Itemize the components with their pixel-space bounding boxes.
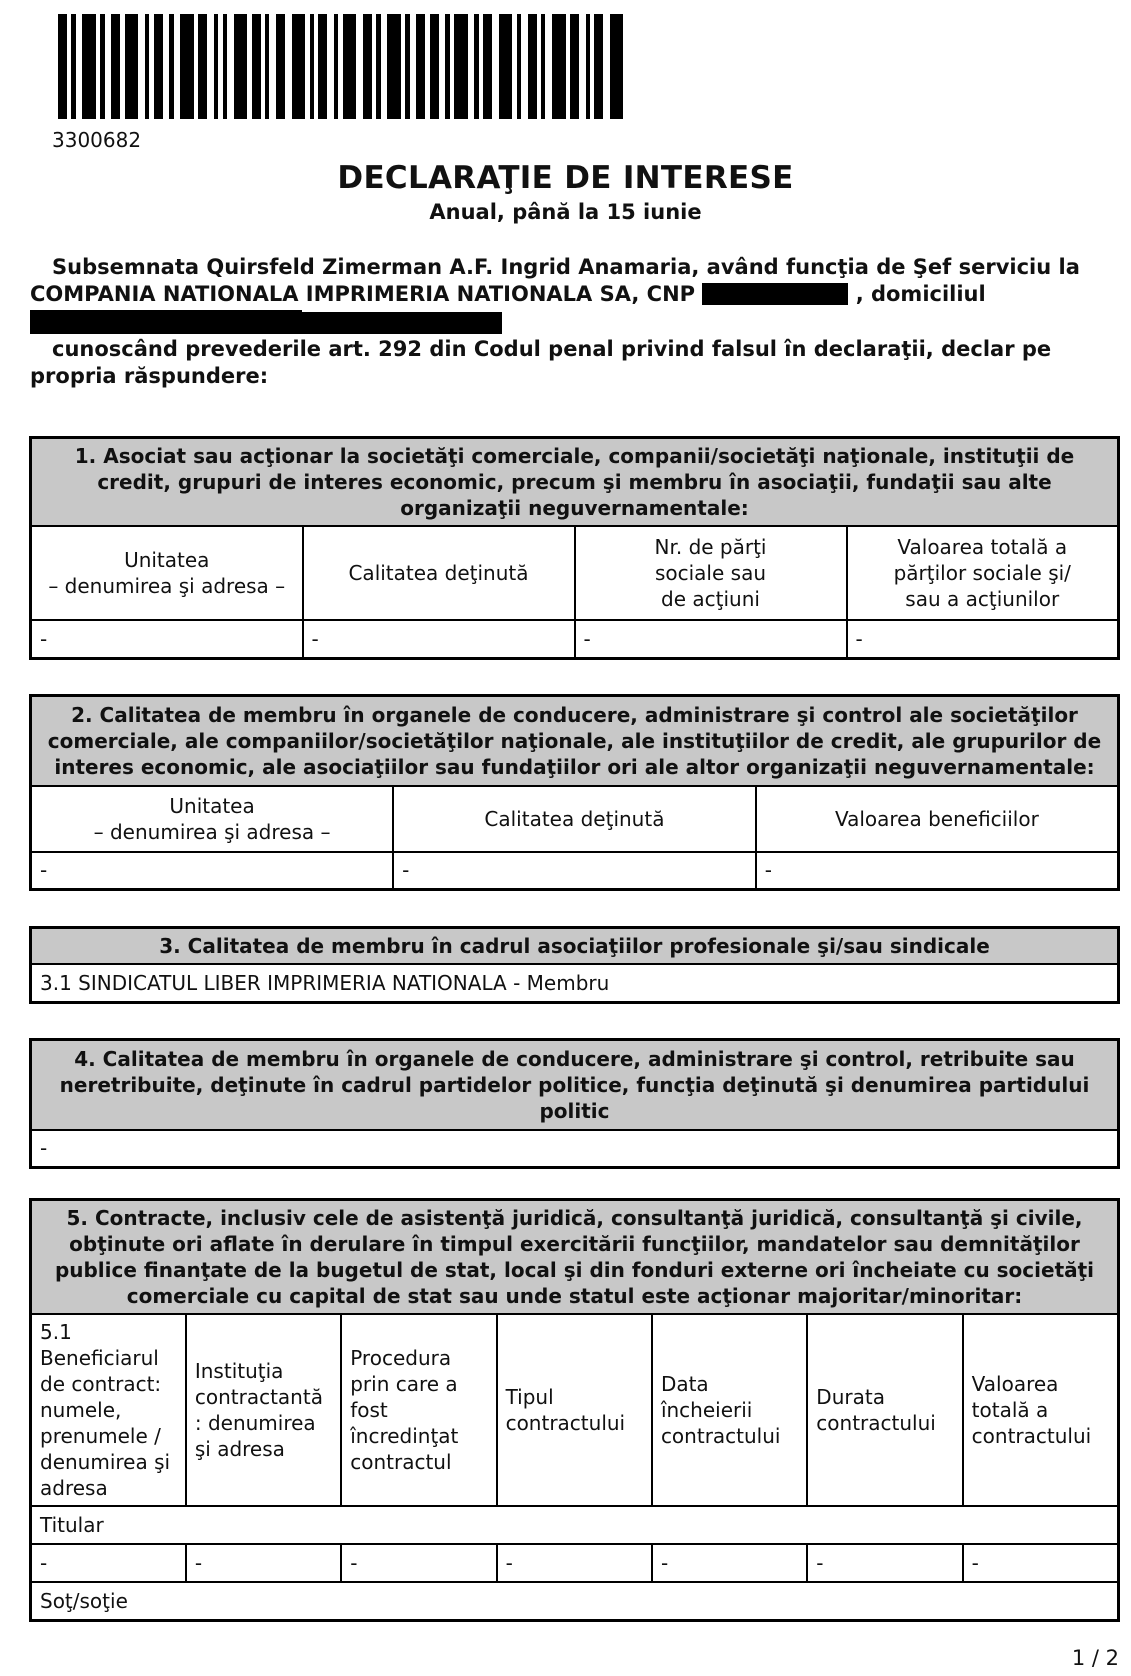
section-1-col-value: Valoarea totală a părţilor sociale şi/ sau a acţiunilor [847,526,1119,620]
barcode-bar [430,14,439,119]
section-2-col-quality: Calitatea deţinută [393,786,756,852]
section-5-cell: - [31,1544,186,1582]
barcode-bar [492,14,499,119]
barcode-bar [363,14,372,119]
barcode-bar [252,14,261,119]
barcode-bar [207,14,214,119]
redacted-cnp [702,283,848,305]
section-5-col-value: Valoarea totală a contractului [963,1314,1119,1506]
barcode-bar [594,14,603,119]
page-number: 1 / 2 [1071,1646,1119,1670]
barcode-bar [154,14,163,119]
barcode-bar [579,14,586,119]
section-5-col-duration: Durata contractului [807,1314,962,1506]
barcode-bar [356,14,363,119]
barcode-bar [276,14,285,119]
section-1-heading: 1. Asociat sau acţionar la societăţi comerciale, companii/societăţi naţionale, instituţii de credit, grupuri de interes economic, precum şi membru în asociaţii, fundaţii sau alte organizaţii neguvernamentale: [31,438,1119,527]
section-2-table [29,694,1120,891]
section-5-col-date: Data încheierii contractului [652,1314,807,1506]
barcode-bar [483,14,492,119]
barcode-bar [163,14,170,119]
section-5-col-type: Tipul contractului [497,1314,652,1506]
barcode-bar [285,14,292,119]
section-2-heading: 2. Calitatea de membru în organele de conducere, administrare şi control ale societăţilor comerciale, ale companiilor/societăţilor naţionale, ale instituţiilor de credit, ale grupurilor de interes economic, ale asociaţiilor sau fundaţiilor ori ale altor organizaţii neguvernamentale: [31,696,1119,786]
section-5-cell: - [497,1544,652,1582]
document-subtitle: Anual, până la 15 iunie [429,200,702,224]
barcode-bar [180,14,193,119]
barcode-bar [416,14,425,119]
barcode-bar [381,14,388,119]
barcode-bar [528,14,537,119]
section-1-cell: - [575,620,847,658]
barcode-bar [111,14,120,119]
section-1-table [29,436,1120,660]
section-4-table [29,1038,1120,1169]
section-3-heading: 3. Calitatea de membru în cadrul asociaţiilor profesionale şi/sau sindicale [31,928,1119,965]
barcode-bar [292,14,305,119]
section-5-cell: - [186,1544,341,1582]
section-1-col-shares: Nr. de părţi sociale sau de acţiuni [575,526,847,620]
barcode-bar [125,14,138,119]
section-1-cell: - [847,620,1119,658]
barcode-bar [327,14,334,119]
section-5-cell: - [652,1544,807,1582]
section-5-heading: 5. Contracte, inclusiv cele de asistenţă juridică, consultanţă juridică, consultanţă şi civile, obţinute ori aflate în derulare în timpul exercitării funcţiilor, mandatelor sau demnităţilor publice finanţate de la bugetul de stat, local şi din fonduri externe ori încheiate cu societăţi comerciale cu capital de stat sau unde statul este acţionar majoritar/minoritar: [31,1200,1119,1315]
section-5-cell: - [807,1544,962,1582]
document-title: DECLARAŢIE DE INTERESE [337,160,794,196]
section-4-heading: 4. Calitatea de membru în organele de conducere, administrare şi control, retribuite sau neretribuite, deţinute în cadrul partidelor politice, funcţia deţinută şi denumirea partidului politic [31,1040,1119,1130]
barcode-bar [439,14,446,119]
section-1-cell: - [303,620,575,658]
section-2-col-benefits: Valoarea beneficiilor [756,786,1119,852]
barcode-bar [521,14,528,119]
barcode-bar [138,14,145,119]
barcode-bar [227,14,234,119]
section-2-cell: - [756,852,1119,890]
intro-text-2: , domiciliul [855,282,986,306]
barcode-bar [410,14,417,119]
section-5-col-institution: Instituţia contractantă : denumirea şi adresa [186,1314,341,1506]
intro-text-1: Subsemnata Quirsfeld Zimerman A.F. Ingrid Anamaria, având funcţia de Şef serviciu la COMPANIA NATIONALA IMPRIMERIA NATIONALA SA, CNP [30,255,1080,306]
section-1-col-unit: Unitatea – denumirea şi adresa – [31,526,303,620]
section-5-col-beneficiary: 5.1 Beneficiarul de contract: numele, prenumele / denumirea şi adresa [31,1314,186,1506]
barcode-bar [198,14,207,119]
section-2-col-unit: Unitatea – denumirea şi adresa – [31,786,394,852]
barcode-bar [269,14,276,119]
barcode-bar [318,14,327,119]
section-2-cell: - [31,852,394,890]
barcode-number: 3300682 [52,128,142,152]
barcode-bar [343,14,356,119]
intro-statement: cunoscând prevederile art. 292 din Codul penal privind falsul în declaraţii, declar pe propria răspundere: [30,337,1052,388]
barcode-bar [234,14,247,119]
section-3-table [29,926,1120,1004]
barcode-bar [552,14,565,119]
barcode [58,14,624,119]
barcode-bar [468,14,475,119]
section-5-spouse-label: Soţ/soţie [31,1582,1119,1620]
section-2-cell: - [393,852,756,890]
section-5-col-procedure: Procedura prin care a fost încredinţat contractul [341,1314,496,1506]
section-5-cell: - [963,1544,1119,1582]
barcode-bar [499,14,512,119]
barcode-bar [570,14,579,119]
section-5-table [29,1198,1120,1622]
section-1-col-quality: Calitatea deţinută [303,526,575,620]
section-3-row: 3.1 SINDICATUL LIBER IMPRIMERIA NATIONALA - Membru [31,964,1119,1002]
barcode-bar [603,14,610,119]
section-1-cell: - [31,620,303,658]
barcode-bar [76,14,83,119]
barcode-bar [82,14,95,119]
barcode-bar [58,14,67,119]
redacted-address-continued [30,312,502,334]
section-4-row: - [31,1130,1119,1168]
barcode-bar [105,14,112,119]
barcode-bar [545,14,552,119]
barcode-bar [174,14,181,119]
section-5-cell: - [341,1544,496,1582]
barcode-bar [454,14,467,119]
barcode-bar [387,14,400,119]
section-5-titular-label: Titular [31,1506,1119,1544]
barcode-bar [610,14,623,119]
